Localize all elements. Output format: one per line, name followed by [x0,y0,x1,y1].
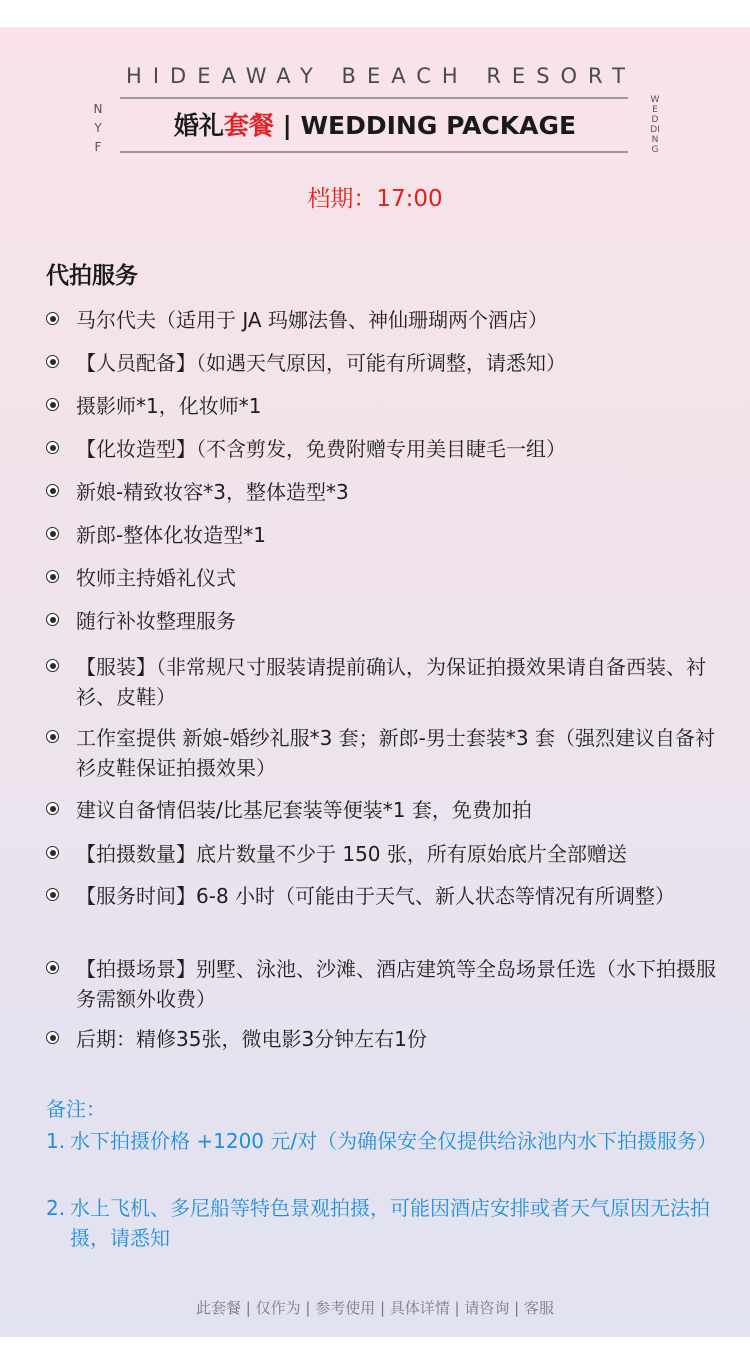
bullet-icon [46,570,59,583]
bullet-icon [46,355,59,368]
bullet-icon [46,441,59,454]
note-text: 水下拍摄价格 +1200 元/对（为确保安全仅提供给泳池内水下拍摄服务） [70,1129,718,1153]
notes-label: 备注： [46,1097,106,1121]
list-item-text: 随行补妆整理服务 [76,609,236,633]
bullet-icon [46,846,59,859]
title-part-1: 婚礼 [173,111,224,140]
note-text: 水上飞机、多尼船等特色景观拍摄，可能因酒店安排或者天气原因无法拍摄，请悉知 [70,1196,710,1250]
bullet-icon [46,961,59,974]
list-item-text: 牧师主持婚礼仪式 [76,566,236,590]
left-vertical-text: NYF [93,102,103,154]
list-item-text: 后期：精修35张，微电影3分钟左右1份 [76,1027,427,1051]
section-title: 代拍服务 [46,263,138,289]
list-item-text: 【拍摄数量】底片数量不少于 150 张，所有原始底片全部赠送 [76,842,627,866]
list-item-text: 工作室提供 新娘-婚纱礼服*3 套；新郎-男士套装*3 套（强烈建议自备衬衫皮鞋保证拍摄效果） [76,726,715,780]
note-number: 1. [46,1129,66,1153]
brand-name: HIDEAWAY BEACH RESORT [126,64,636,88]
page-title [0,106,750,142]
list-item-text: 新郎-整体化妆造型*1 [76,523,266,547]
list-item-text: 【服装】（非常规尺寸服装请提前确认，为保证拍摄效果请自备西装、衬衫、皮鞋） [76,655,706,709]
bullet-icon [46,527,59,540]
title-part-2: 套餐 [223,111,274,140]
title-part-3: | WEDDING PACKAGE [273,111,577,140]
list-item-text: 【化妆造型】（不含剪发，免费附赠专用美目睫毛一组） [76,437,566,461]
list-item-text: 【人员配备】（如遇天气原因，可能有所调整，请悉知） [76,351,566,375]
list-item-text: 摄影师*1，化妆师*1 [76,394,262,418]
list-item-text: 建议自备情侣装/比基尼套装等便装*1 套，免费加拍 [76,798,532,822]
list-item-text: 新娘-精致妆容*3，整体造型*3 [76,480,349,504]
header-rule-bottom [120,151,628,153]
bullet-icon [46,484,59,497]
bullet-icon [46,613,59,626]
bullet-icon [46,398,59,411]
note-number: 2. [46,1196,66,1220]
list-item-text: 【拍摄场景】别墅、泳池、沙滩、酒店建筑等全岛场景任选（水下拍摄服务需额外收费） [76,957,716,1011]
list-item-text: 【服务时间】6-8 小时（可能由于天气、新人状态等情况有所调整） [76,884,676,908]
bullet-icon [46,888,59,901]
list-item-text: 马尔代夫（适用于 JA 玛娜法鲁、神仙珊瑚两个酒店） [76,308,548,332]
right-vertical-text: WEDDING [650,95,660,155]
header-rule-top [120,97,628,99]
bullet-icon [46,730,59,743]
bullet-icon [46,312,59,325]
schedule-text: 档期：17:00 [307,186,443,212]
footer-text: 此套餐 | 仅作为 | 参考使用 | 具体详情 | 请咨询 | 客服 [196,1299,554,1317]
bullet-icon [46,659,59,672]
bullet-icon [46,802,59,815]
bullet-icon [46,1031,59,1044]
